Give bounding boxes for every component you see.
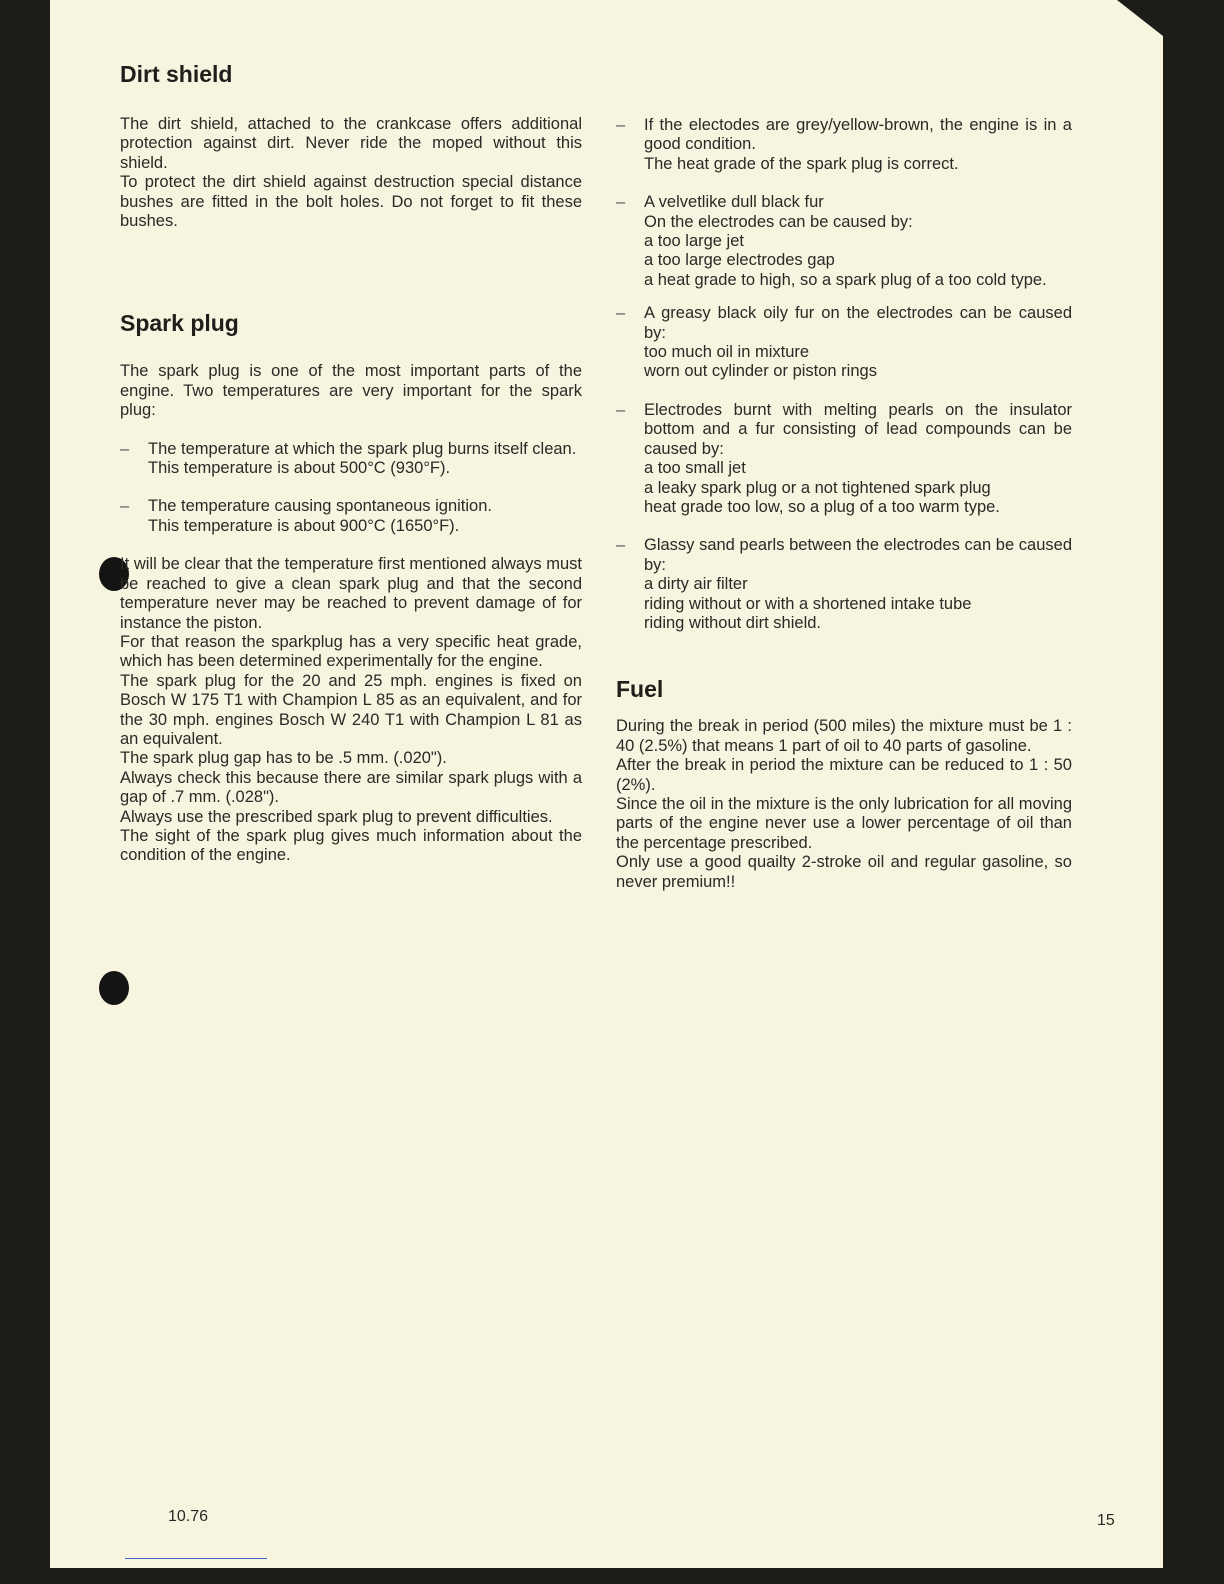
fuel-paragraph-2: After the break in period the mixture can be reduced to 1 : 50 (2%). — [616, 756, 1072, 794]
spark-plug-paragraph-1: It will be clear that the temperature first mentioned always must be reached to give a clean spark plug and that the second temperature never may be reached to prevent damage of for instance the piston. — [120, 555, 582, 632]
scan-underline-mark — [125, 1558, 267, 1559]
condition-item-4 — [616, 401, 1072, 517]
condition-2-text: A velvetlike dull black fur — [644, 193, 824, 212]
condition-4-cause-1: a too small jet — [644, 459, 746, 478]
dash-marker: – — [120, 439, 130, 458]
temperature-item-2 — [120, 497, 582, 536]
condition-5-cause-2: riding without or with a shortened intake tube — [644, 594, 972, 613]
condition-4-cause-3: heat grade too low, so a plug of a too warm type. — [644, 497, 1000, 516]
temperature-item-1 — [120, 440, 582, 479]
dash-marker: – — [120, 497, 130, 516]
condition-5-cause-1: a dirty air filter — [644, 575, 748, 594]
spark-plug-paragraph-4: The spark plug gap has to be .5 mm. (.020"). — [120, 749, 447, 768]
temperature-2-description: The temperature causing spontaneous ignition. — [148, 497, 492, 516]
spark-plug-paragraph-2: For that reason the sparkplug has a very specific heat grade, which has been determined experimentally for the engine. — [120, 632, 582, 671]
condition-item-5 — [616, 536, 1072, 633]
spark-plug-intro: The spark plug is one of the most important parts of the engine. Two temperatures are very important for the spark plug: — [120, 362, 582, 420]
condition-2-cause-intro: On the electrodes can be caused by: — [644, 212, 913, 231]
condition-item-1 — [616, 116, 1072, 174]
dash-marker: – — [616, 400, 626, 419]
dash-marker: – — [616, 304, 626, 323]
condition-5-text: Glassy sand pearls between the electrodes can be caused by: — [644, 536, 1072, 574]
right-column — [616, 116, 1072, 892]
condition-3-cause-1: too much oil in mixture — [644, 343, 810, 362]
condition-2-cause-2: a too large electrodes gap — [644, 251, 835, 270]
dirt-shield-paragraph-1: The dirt shield, attached to the crankcase offers additional protection against dirt. Never ride the moped without this shield. — [120, 115, 582, 172]
condition-3-cause-2: worn out cylinder or piston rings — [644, 362, 877, 381]
fuel-heading: Fuel — [616, 676, 664, 703]
temperature-1-description: The temperature at which the spark plug burns itself clean. — [148, 439, 577, 458]
spark-plug-paragraph-5: Always check this because there are similar spark plugs with a gap of .7 mm. (.028"). — [120, 768, 582, 807]
condition-item-2 — [616, 193, 1072, 290]
condition-4-cause-2: a leaky spark plug or a not tightened spark plug — [644, 478, 991, 497]
temperature-1-value: This temperature is about 500°C (930°F). — [148, 459, 451, 478]
dash-marker: – — [616, 536, 626, 555]
condition-2-cause-1: a too large jet — [644, 232, 744, 251]
dirt-shield-heading: Dirt shield — [120, 61, 233, 87]
spark-plug-paragraph-6: Always use the prescribed spark plug to prevent difficulties. — [120, 807, 553, 826]
fuel-paragraph-4: Only use a good quailty 2-stroke oil and regular gasoline, so never premium!! — [616, 853, 1072, 891]
spark-plug-paragraph-3: The spark plug for the 20 and 25 mph. engines is fixed on Bosch W 175 T1 with Champion L 85 as an equivalent, and for the 30 mph. engines Bosch W 240 T1 with Champion L 81 as an equivalent. — [120, 671, 582, 748]
fuel-paragraph-3: Since the oil in the mixture is the only lubrication for all moving parts of the engine never use a lower percentage of oil than the percentage prescribed. — [616, 794, 1072, 852]
condition-1-text: If the electodes are grey/yellow-brown, the engine is in a good condition. — [644, 116, 1072, 154]
page-number: 15 — [1097, 1512, 1115, 1529]
condition-2-cause-3: a heat grade to high, so a spark plug of a too cold type. — [644, 270, 1047, 289]
footer-date: 10.76 — [168, 1508, 209, 1525]
torn-corner — [1117, 0, 1163, 36]
dirt-shield-paragraph-2: To protect the dirt shield against destruction special distance bushes are fitted in the bolt holes. Do not forget to fit these bushes. — [120, 173, 582, 231]
dash-marker: – — [616, 116, 626, 134]
punch-hole-lower — [99, 971, 129, 1005]
condition-3-text: A greasy black oily fur on the electrodes can be caused by: — [644, 304, 1072, 342]
condition-4-text: Electrodes burnt with melting pearls on the insulator bottom and a fur consisting of lead compounds can be caused by: — [644, 400, 1072, 458]
condition-1-result: The heat grade of the spark plug is correct. — [644, 154, 959, 173]
condition-item-3 — [616, 304, 1072, 382]
spark-plug-heading: Spark plug — [120, 310, 239, 337]
condition-5-cause-3: riding without dirt shield. — [644, 613, 822, 632]
fuel-paragraph-1: During the break in period (500 miles) the mixture must be 1 : 40 (2.5%) that means 1 part of oil to 40 parts of gasoline. — [616, 717, 1072, 755]
left-column — [120, 60, 582, 866]
dash-marker: – — [616, 193, 626, 212]
temperature-2-value: This temperature is about 900°C (1650°F). — [148, 516, 460, 535]
spark-plug-paragraph-7: The sight of the spark plug gives much information about the condition of the engine. — [120, 826, 582, 865]
